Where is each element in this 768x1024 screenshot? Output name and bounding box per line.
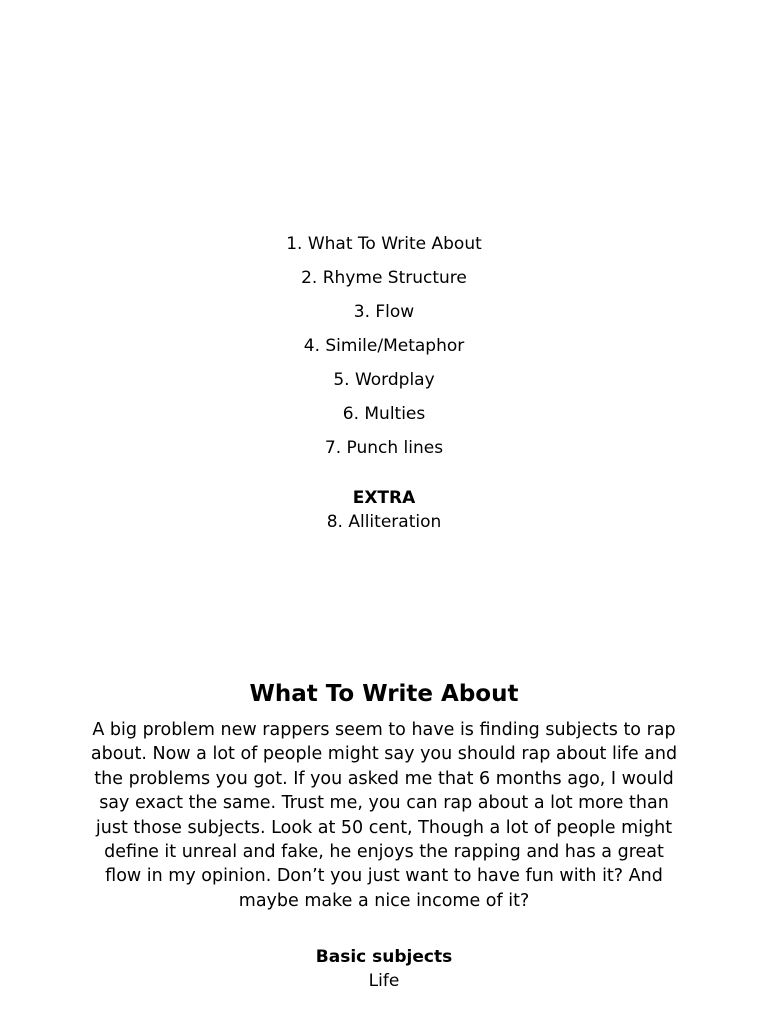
section-title: What To Write About (249, 681, 519, 707)
extra-heading: EXTRA (352, 488, 416, 508)
section-body-paragraph: A big problem new rappers seem to have is finding subjects to rap about. Now a lot of people might say you should rap about life and the problems you got. If you asked me that 6 months ago, I would say exact the same. Trust me, you can rap about a lot more than just those subjects. Look at 50 cent, Though a lot of people might define it unreal and fake, he enjoys the rapping and has a great flow in my opinion. Don’t you just want to have fun with it? And maybe make a nice income of it? (90, 720, 678, 911)
basic-subject-item: Life (368, 971, 400, 991)
toc-item-multies: 6. Multies (342, 404, 426, 424)
toc-item-wordplay: 5. Wordplay (333, 370, 435, 390)
basic-subjects-heading: Basic subjects (315, 947, 453, 967)
toc-item-punch-lines: 7. Punch lines (324, 438, 444, 458)
toc-item-rhyme-structure: 2. Rhyme Structure (301, 268, 467, 288)
toc-item-what-to-write-about: 1. What To Write About (286, 234, 482, 254)
toc-item-flow: 3. Flow (353, 302, 415, 322)
toc-item-simile-metaphor: 4. Simile/Metaphor (303, 336, 465, 356)
toc-item-alliteration: 8. Alliteration (326, 512, 442, 532)
table-of-contents (0, 232, 768, 534)
